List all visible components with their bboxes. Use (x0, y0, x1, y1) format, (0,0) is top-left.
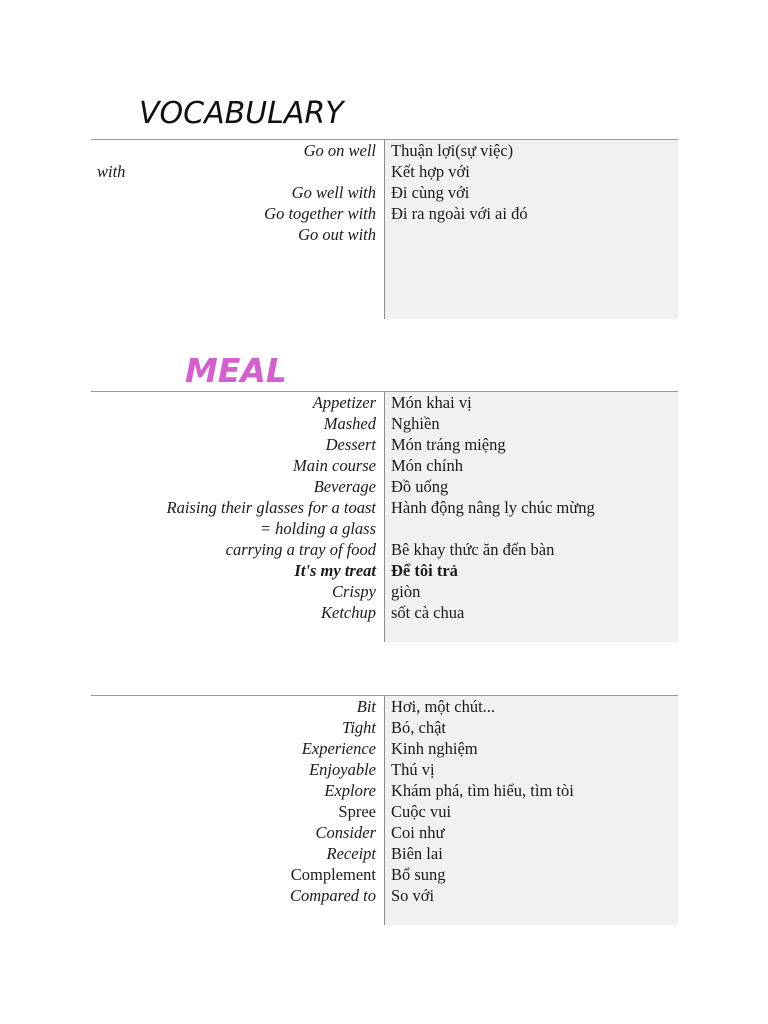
meal-heading: MEAL (185, 351, 287, 390)
meal-term: Raising their glasses for a toast (166, 498, 376, 517)
meal-meaning: giòn (391, 582, 421, 601)
vocabulary-term: Go together with (264, 204, 376, 223)
meal-meaning: Nghiền (391, 414, 440, 433)
misc-term: Tight (342, 718, 376, 737)
meal-meaning: sốt cà chua (391, 603, 465, 622)
misc-term: Spree (338, 802, 376, 821)
misc-term: Consider (315, 823, 376, 842)
vocabulary-term: with (97, 162, 126, 181)
misc-meaning: Kinh nghiệm (391, 739, 478, 758)
meal-terms-column (91, 392, 385, 642)
meal-term: Beverage (313, 477, 376, 496)
meal-meanings-column (385, 392, 678, 642)
meal-table (91, 391, 678, 642)
meal-term: Ketchup (321, 603, 376, 622)
meal-meaning: Món tráng miệng (391, 435, 506, 454)
misc-term: Compared to (289, 886, 376, 905)
misc-term: Complement (290, 865, 376, 884)
misc-term: Experience (301, 739, 376, 758)
misc-term: Bit (356, 697, 376, 716)
meal-term: Dessert (325, 435, 376, 454)
vocabulary-term: Go out with (298, 225, 376, 244)
misc-table (91, 695, 678, 925)
meal-meaning: Món chính (391, 456, 463, 475)
vocabulary-meaning: Kết hợp với (391, 162, 470, 181)
misc-meaning: Biên lai (391, 844, 443, 863)
vocabulary-meaning: Đi ra ngoài với ai đó (391, 204, 528, 223)
vocabulary-table (91, 139, 678, 319)
misc-term: Explore (324, 781, 376, 800)
vocabulary-meanings-column (385, 140, 678, 319)
misc-meaning: So với (391, 886, 435, 905)
misc-term: Enjoyable (309, 760, 376, 779)
vocabulary-term: Go on well (303, 141, 376, 160)
misc-meaning: Cuộc vui (391, 802, 452, 821)
meal-meaning: Bê khay thức ăn đến bàn (391, 540, 555, 559)
misc-meanings-column (385, 696, 678, 925)
meal-meaning: Để tôi trả (391, 561, 458, 580)
misc-meaning: Bổ sung (391, 865, 446, 884)
meal-term: Mashed (323, 414, 376, 433)
meal-term: Crispy (331, 582, 376, 601)
meal-meaning: Món khai vị (391, 393, 472, 412)
vocabulary-heading: VOCABULARY (139, 96, 344, 131)
misc-meaning: Khám phá, tìm hiểu, tìm tòi (391, 781, 574, 800)
meal-meaning: Đồ uống (391, 477, 449, 496)
vocabulary-terms-column (91, 140, 385, 319)
meal-term: Main course (293, 456, 376, 475)
misc-term: Receipt (326, 844, 376, 863)
misc-meaning: Thú vị (391, 760, 435, 779)
meal-term: Appetizer (312, 393, 376, 412)
meal-term: It's my treat (294, 561, 376, 580)
meal-term: = holding a glass (259, 519, 376, 538)
misc-meaning: Coi như (391, 823, 445, 842)
misc-meaning: Hơi, một chút... (391, 697, 496, 716)
vocabulary-meaning: Thuận lợi(sự việc) (391, 141, 514, 160)
vocabulary-term: Go well with (291, 183, 376, 202)
misc-terms-column (91, 696, 385, 925)
vocabulary-meaning: Đi cùng với (391, 183, 470, 202)
misc-meaning: Bó, chật (391, 718, 446, 737)
meal-term: carrying a tray of food (225, 540, 376, 559)
meal-meaning: Hành động nâng ly chúc mừng (391, 498, 595, 517)
